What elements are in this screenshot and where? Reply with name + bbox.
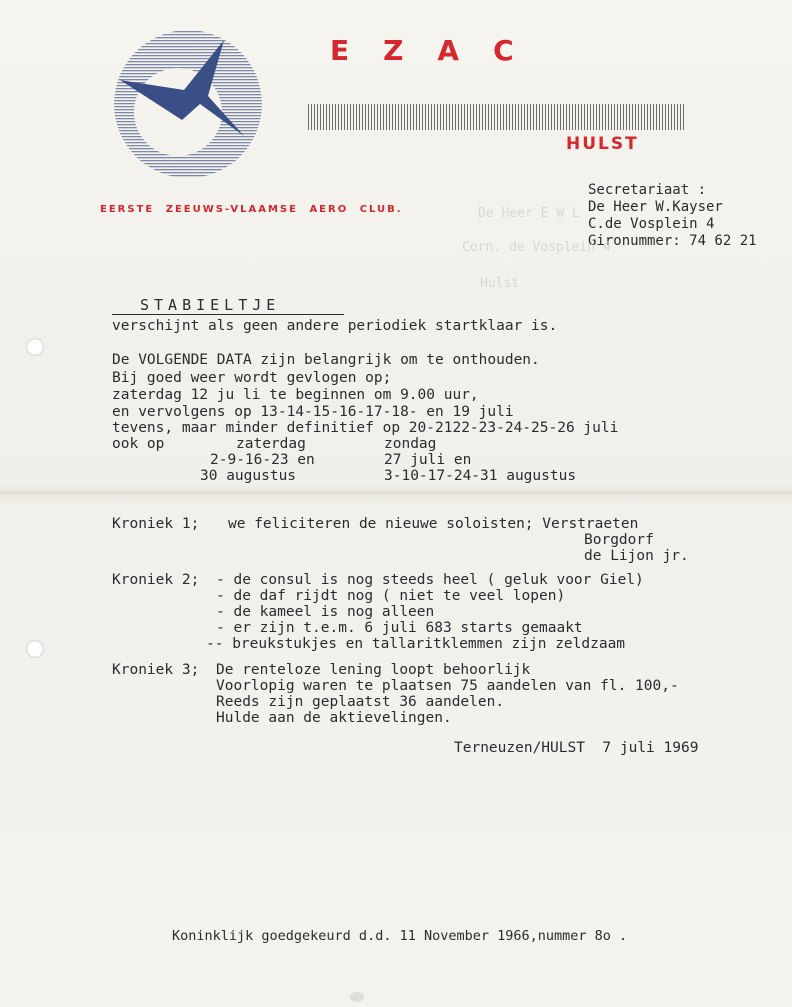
dates-line: De VOLGENDE DATA zijn belangrijk om te onthouden. <box>112 352 540 368</box>
secretariat-line: De Heer W.Kayser <box>588 199 723 215</box>
kroniek-line: Voorlopig waren te plaatsen 75 aandelen van fl. 100,- <box>216 678 679 694</box>
ezac-logo-icon <box>112 28 264 180</box>
secretariat-line: Gironummer: 74 62 21 <box>588 233 757 249</box>
letterhead-city: HULST <box>566 134 639 154</box>
kroniek-line: - de daf rijdt nog ( niet te veel lopen) <box>216 588 566 604</box>
faint-address-line: Corn. de Vosplein 4 <box>462 240 611 255</box>
newsletter-subtitle: verschijnt als geen andere periodiek startklaar is. <box>112 318 558 334</box>
secretariat-line: C.de Vosplein 4 <box>588 216 715 232</box>
kroniek-line: - de kameel is nog alleen <box>216 604 435 620</box>
paper-fold-line <box>0 492 792 494</box>
kroniek-label: Kroniek 3; <box>112 662 200 678</box>
dates-line: zaterdag 12 ju li te beginnen om 9.00 uur, <box>112 387 479 403</box>
staple-mark <box>350 992 364 1002</box>
kroniek-label: Kroniek 1; <box>112 516 200 532</box>
kroniek-line: - de consul is nog steeds heel ( geluk voor Giel) <box>216 572 644 588</box>
title-underline <box>112 314 344 315</box>
kroniek-line: -- breukstukjes en tallaritklemmen zijn zeldzaam <box>206 636 626 652</box>
dates-line: tevens, maar minder definitief op 20-2122-23-24-25-26 juli <box>112 420 619 436</box>
newsletter-title: STABIELTJE <box>140 296 281 314</box>
punch-hole <box>26 640 44 658</box>
sunday-dates: 27 juli en <box>384 452 472 468</box>
kroniek-line: de Lijon jr. <box>584 548 689 564</box>
saturday-header: zaterdag <box>236 436 306 452</box>
sunday-dates: 3-10-17-24-31 augustus <box>384 468 577 484</box>
kroniek-label: Kroniek 2; <box>112 572 200 588</box>
place-and-date: Terneuzen/HULST 7 juli 1969 <box>454 740 699 756</box>
saturday-dates: 2-9-16-23 en <box>210 452 315 468</box>
dates-line: en vervolgens op 13-14-15-16-17-18- en 19 juli <box>112 404 514 420</box>
dates-line: Bij goed weer wordt gevlogen op; <box>112 370 392 386</box>
kroniek-line: Hulde aan de aktievelingen. <box>216 710 452 726</box>
brand-name: EZAC <box>330 34 548 67</box>
ook-op-label: ook op <box>112 436 165 452</box>
kroniek-line: De renteloze lening loopt behoorlijk <box>216 662 531 678</box>
kroniek-line: - er zijn t.e.m. 6 juli 683 starts gemaakt <box>216 620 583 636</box>
letterhead-stripe-bar <box>308 104 686 130</box>
royal-approval-footer: Koninklijk goedgekeurd d.d. 11 November 1966,nummer 8o . <box>172 928 628 944</box>
secretariat-block <box>588 182 757 250</box>
kroniek-line: Reeds zijn geplaatst 36 aandelen. <box>216 694 505 710</box>
club-full-name: EERSTE ZEEUWS-VLAAMSE AERO CLUB. <box>100 204 403 215</box>
faint-address-line: Hulst <box>480 276 520 291</box>
secretariat-line: Secretariaat : <box>588 182 707 198</box>
kroniek-line: Borgdorf <box>584 532 654 548</box>
saturday-dates: 30 augustus <box>200 468 297 484</box>
kroniek-line: we feliciteren de nieuwe soloisten; Verstraeten <box>228 516 639 532</box>
faint-address-line: De Heer E W L <box>478 206 580 221</box>
punch-hole <box>26 338 44 356</box>
sunday-header: zondag <box>384 436 437 452</box>
